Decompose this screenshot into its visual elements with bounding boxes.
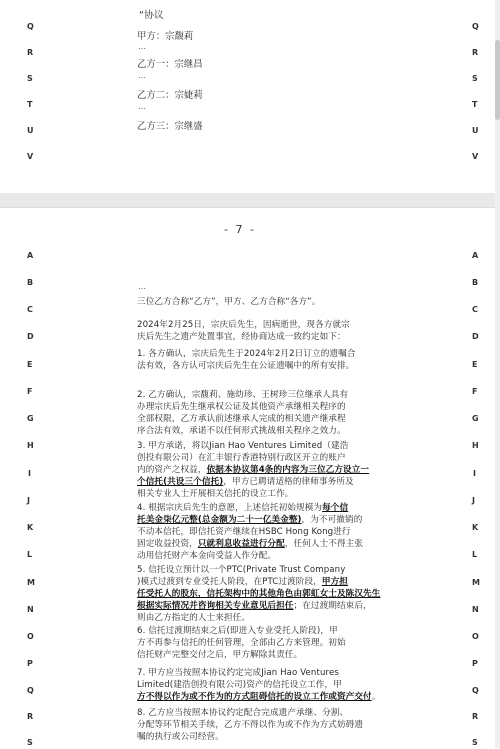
- scrollbar-thumb[interactable]: [495, 40, 500, 120]
- margin-letter-left: R: [27, 48, 34, 57]
- text-line: 动用信托财产本金向受益人作分配。: [137, 551, 277, 561]
- text-line: [137, 576, 372, 588]
- emphasis-text: 每个信: [322, 503, 349, 513]
- text-line: 嘱的执行或公司经营。: [137, 732, 224, 742]
- text-line: 法有效，各方认可宗庆后先生在公证遗嘱中的所有安排。: [137, 361, 355, 371]
- intro-paragraph: [137, 296, 372, 308]
- margin-letter-left: A: [27, 251, 34, 260]
- vertical-scrollbar[interactable]: [495, 0, 500, 748]
- text-line: [137, 514, 372, 526]
- emphasis-text: 方不得以作为或不作为的方式阻碍信托的设立工作或资产交付: [137, 692, 372, 702]
- clause-5: [137, 564, 381, 624]
- margin-letter-right: E: [472, 360, 478, 369]
- margin-letter-left: Q: [27, 686, 34, 695]
- margin-letter-right: I: [473, 469, 476, 478]
- margin-letter-right: T: [472, 100, 478, 109]
- margin-letter-left: L: [27, 550, 33, 559]
- clause-8: [137, 707, 372, 743]
- text-line: 2024年2月25日，宗庆后先生，因病逝世，现各方就宗: [137, 320, 350, 330]
- margin-letter-right: C: [472, 305, 478, 314]
- margin-letter-right: B: [472, 278, 479, 287]
- margin-letter-right: N: [472, 605, 479, 614]
- text-line: Limited(建浩创投有限公司)资产的信托设立工作，甲: [137, 680, 342, 690]
- margin-letter-left: F: [27, 387, 33, 396]
- text-line: [137, 691, 381, 703]
- clause-7: [137, 667, 381, 703]
- margin-letter-left: S: [27, 738, 33, 747]
- text-line: 6. 信托过渡期结束之后(即进入专业受托人阶段)，甲: [137, 626, 338, 636]
- ellipsis: …: [138, 42, 147, 51]
- text-line: 序合法有效，承诺不以任何形式挑战相关程序之效力。: [137, 426, 346, 436]
- clause-6: [137, 625, 372, 661]
- party-jia: 甲方：宗馥莉: [137, 31, 194, 42]
- document-page-top: [0, 0, 500, 194]
- text-line: [137, 502, 372, 514]
- margin-letter-left: K: [27, 523, 34, 532]
- text-span: ；在过渡期结束后，: [293, 601, 372, 611]
- margin-letter-right: M: [472, 578, 480, 587]
- margin-letter-left: I: [28, 469, 31, 478]
- party-yi-1: 乙方一：宗继昌: [137, 59, 203, 70]
- clause-1: [137, 348, 372, 372]
- emphasis-text: 个信托(共设三个信托): [137, 477, 224, 487]
- text-span: 4. 根据宗庆后先生的意愿，上述信托初始规模为: [137, 503, 323, 513]
- emphasis-text: 托美金柒亿元整(总金额为二十一亿美金整): [137, 515, 302, 525]
- margin-letter-right: D: [472, 332, 479, 341]
- text-span: ，任何人士不得主张: [284, 539, 364, 549]
- margin-letter-left: H: [27, 441, 34, 450]
- margin-letter-left: E: [27, 360, 33, 369]
- margin-letter-right: V: [472, 152, 479, 161]
- margin-letter-left: R: [27, 712, 34, 721]
- preamble-paragraph: [137, 319, 372, 343]
- margin-letter-right: U: [472, 126, 479, 135]
- margin-letter-left: S: [27, 74, 33, 83]
- text-line: 不动本信托，即信托资产继续在HSBC Hong Kong进行: [137, 527, 351, 537]
- margin-letter-right: P: [472, 659, 478, 668]
- margin-letter-right: G: [472, 414, 479, 423]
- margin-letter-right: A: [472, 251, 479, 260]
- margin-letter-right: Q: [472, 686, 479, 695]
- text-span: 固定收益投资，: [137, 539, 198, 549]
- margin-letter-right: K: [472, 523, 479, 532]
- margin-letter-left: Q: [27, 22, 34, 31]
- text-line: 2. 乙方确认，宗馥莉、施幼珍、王树珍三位继承人具有: [137, 390, 349, 400]
- text-line: 信托财产完整交付之后，甲方解除其责任。: [137, 650, 303, 660]
- page-gap: [0, 193, 500, 207]
- clause-3: [137, 440, 372, 500]
- margin-letter-left: N: [27, 605, 34, 614]
- text-line: [137, 600, 372, 612]
- text-span: ，甲方已聘请适格的律师事务所及: [223, 477, 354, 487]
- party-yi-3: 乙方三：宗继盛: [137, 121, 203, 132]
- ellipsis: …: [138, 71, 147, 80]
- text-line: 三位乙方合称“乙方”，甲方、乙方合称“各方”。: [137, 297, 321, 307]
- ellipsis: …: [138, 282, 147, 291]
- text-line: 3. 甲方承诺，将以Jian Hao Ventures Limited（建浩: [137, 441, 349, 451]
- margin-letter-right: O: [472, 632, 479, 641]
- text-line: [137, 464, 372, 476]
- margin-letter-right: H: [472, 441, 479, 450]
- margin-letter-left: U: [27, 126, 34, 135]
- margin-letter-right: R: [472, 48, 479, 57]
- text-span: )模式过渡到专业受托人阶段，在PTC过渡阶段，: [137, 577, 322, 587]
- margin-letter-right: L: [472, 550, 478, 559]
- clause-4: [137, 502, 372, 562]
- page-number: - 7 -: [224, 223, 256, 236]
- text-line: 则由乙方指定的人士来担任。: [137, 613, 251, 623]
- emphasis-text: 依据本协议第4条的内容为三位乙方设立一: [206, 465, 370, 475]
- margin-letter-right: R: [472, 712, 479, 721]
- text-line: 全部权限，乙方承认前述继承人完成的相关遗产继承程: [137, 414, 346, 424]
- margin-letter-left: V: [27, 152, 34, 161]
- emphasis-text: 只就利息收益进行分配: [197, 539, 285, 549]
- text-line: [137, 538, 372, 550]
- margin-letter-left: B: [27, 278, 34, 287]
- text-line: 创投有限公司）在汇丰银行香港特别行政区开立的账户: [137, 453, 346, 463]
- text-line: [137, 588, 381, 600]
- text-line: 庆后先生之遗产处置事宜，经协商达成一致约定如下：: [137, 332, 346, 342]
- margin-letter-right: S: [472, 74, 478, 83]
- ellipsis: …: [138, 102, 147, 111]
- text-line: 8. 乙方应当按照本协议约定配合完成遗产承继、分割、: [137, 708, 349, 718]
- emphasis-text: 任受托人的股东，信托架构中的其他角色由郭虹女士及陈汉先生: [137, 589, 381, 599]
- emphasis-text: 甲方担: [321, 577, 348, 587]
- text-span: 内的资产之权益，: [137, 465, 207, 475]
- clause-2: [137, 389, 372, 437]
- margin-letter-left: D: [27, 332, 34, 341]
- margin-letter-right: J: [472, 496, 475, 505]
- text-line: 1. 各方确认，宗庆后先生于2024年2月2日订立的遗嘱合: [137, 349, 356, 359]
- text-line: 办理宗庆后先生继承权公证及其他资产承继相关程序的: [137, 402, 346, 412]
- margin-letter-left: J: [27, 496, 30, 505]
- margin-letter-left: G: [27, 414, 34, 423]
- text-line: 分配等环节相关手续，乙方不得以作为或不作为方式妨碍遗: [137, 720, 364, 730]
- text-span: 。: [371, 692, 381, 702]
- text-line: [137, 476, 372, 488]
- margin-letter-left: P: [27, 659, 33, 668]
- text-line: 相关专业人士开展相关信托的设立工作。: [137, 489, 294, 499]
- text-line: 7. 甲方应当按照本协议约定完成Jian Hao Ventures: [137, 668, 339, 678]
- margin-letter-right: S: [472, 738, 478, 747]
- party-yi-2: 乙方二：宗婕莉: [137, 90, 203, 101]
- margin-letter-left: M: [27, 578, 35, 587]
- text-line: 方不再参与信托的任何管理，全部由乙方来管理。初始: [137, 638, 346, 648]
- text-span: ，为不可撤销的: [301, 515, 363, 525]
- margin-letter-right: F: [472, 387, 478, 396]
- margin-letter-left: T: [27, 100, 33, 109]
- margin-letter-left: C: [27, 305, 33, 314]
- emphasis-text: 根据实际情况并咨询相关专业意见后担任: [137, 601, 294, 611]
- margin-letter-left: O: [27, 632, 34, 641]
- text-line: 5. 信托设立预计以一个PTC(Private Trust Company: [137, 565, 346, 575]
- agreement-heading: “协议: [139, 10, 164, 21]
- margin-letter-right: Q: [472, 22, 479, 31]
